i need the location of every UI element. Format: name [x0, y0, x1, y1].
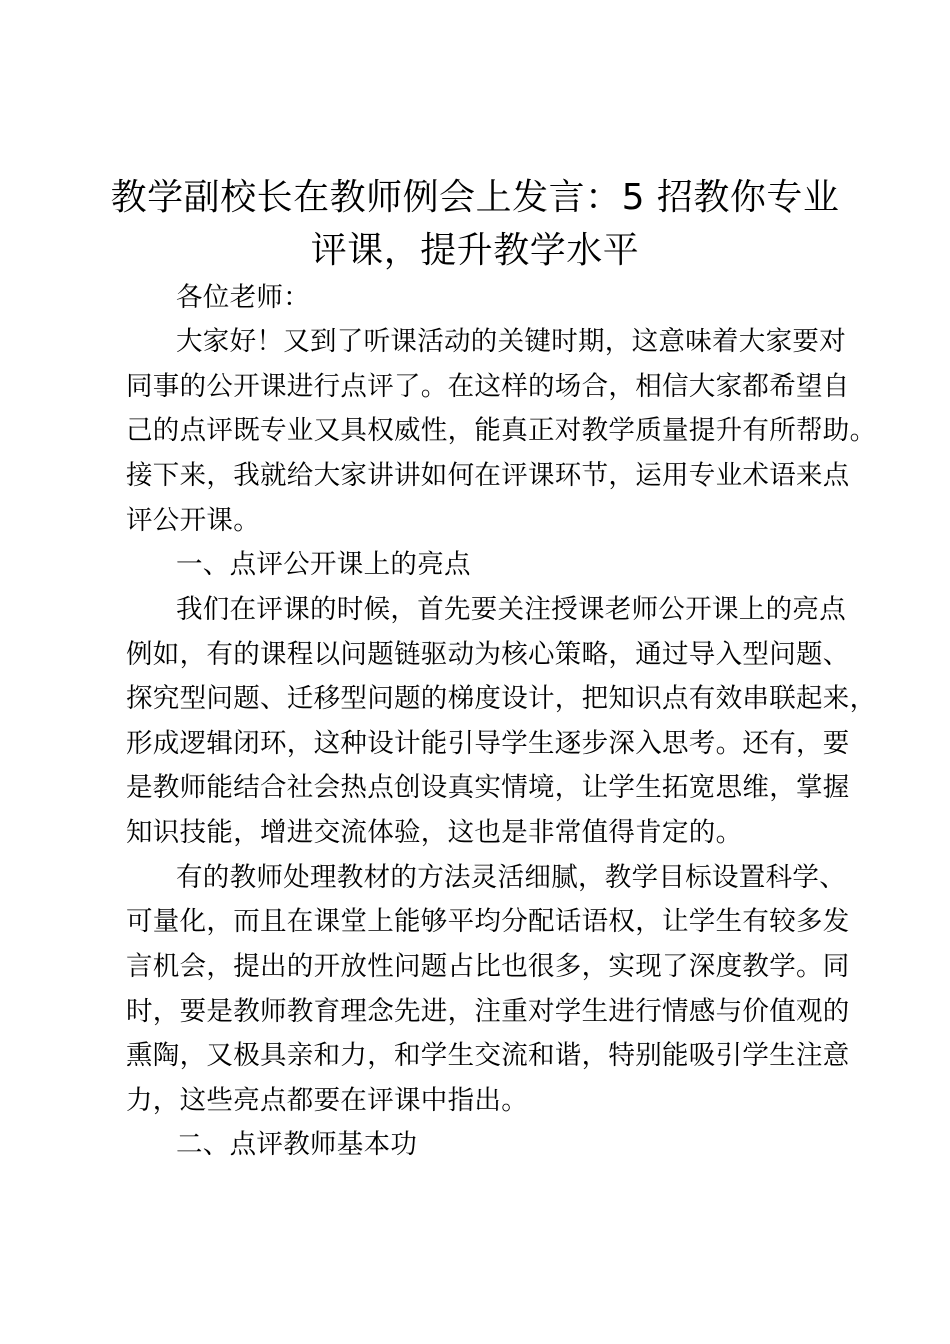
paragraph-line: 是教师能结合社会热点创设真实情境，让学生拓宽思维，掌握 [126, 772, 850, 803]
paragraph-line: 己的点评既专业又具权威性，能真正对教学质量提升有所帮助。 [126, 415, 877, 446]
paragraph-line: 同事的公开课进行点评了。在这样的场合，相信大家都希望自 [126, 371, 850, 402]
section-heading: 二、点评教师基本功 [176, 1129, 418, 1160]
paragraph-line: 力，这些亮点都要在评课中指出。 [126, 1085, 528, 1116]
paragraph-line: 时，要是教师教育理念先进，注重对学生进行情感与价值观的 [126, 996, 850, 1027]
paragraph-line: 可量化，而且在课堂上能够平均分配话语权，让学生有较多发 [126, 906, 850, 937]
paragraph-line: 知识技能，增进交流体验，这也是非常值得肯定的。 [126, 817, 743, 848]
paragraph-line: 例如，有的课程以问题链驱动为核心策略，通过导入型问题、 [126, 639, 850, 670]
document-title-line-1: 教学副校长在教师例会上发言：5 招教你专业 [110, 177, 840, 218]
section-heading: 一、点评公开课上的亮点 [176, 549, 471, 580]
salutation: 各位老师： [176, 282, 310, 313]
paragraph-line: 评公开课。 [126, 505, 260, 536]
paragraph-line: 大家好！又到了听课活动的关键时期，这意味着大家要对 [176, 326, 846, 357]
paragraph-line: 言机会，提出的开放性问题占比也很多，实现了深度教学。同 [126, 951, 850, 982]
paragraph-line: 形成逻辑闭环，这种设计能引导学生逐步深入思考。还有，要 [126, 728, 850, 759]
document-title-line-2: 评课，提升教学水平 [310, 230, 640, 271]
paragraph-line: 接下来，我就给大家讲讲如何在评课环节，运用专业术语来点 [126, 460, 850, 491]
paragraph-line: 我们在评课的时候，首先要关注授课老师公开课上的亮点 [176, 594, 846, 625]
paragraph-line: 有的教师处理教材的方法灵活细腻，教学目标设置科学、 [176, 862, 846, 893]
paragraph-line: 熏陶，又极具亲和力，和学生交流和谐，特别能吸引学生注意 [126, 1040, 850, 1071]
paragraph-line: 探究型问题、迁移型问题的梯度设计，把知识点有效串联起来， [126, 683, 877, 714]
